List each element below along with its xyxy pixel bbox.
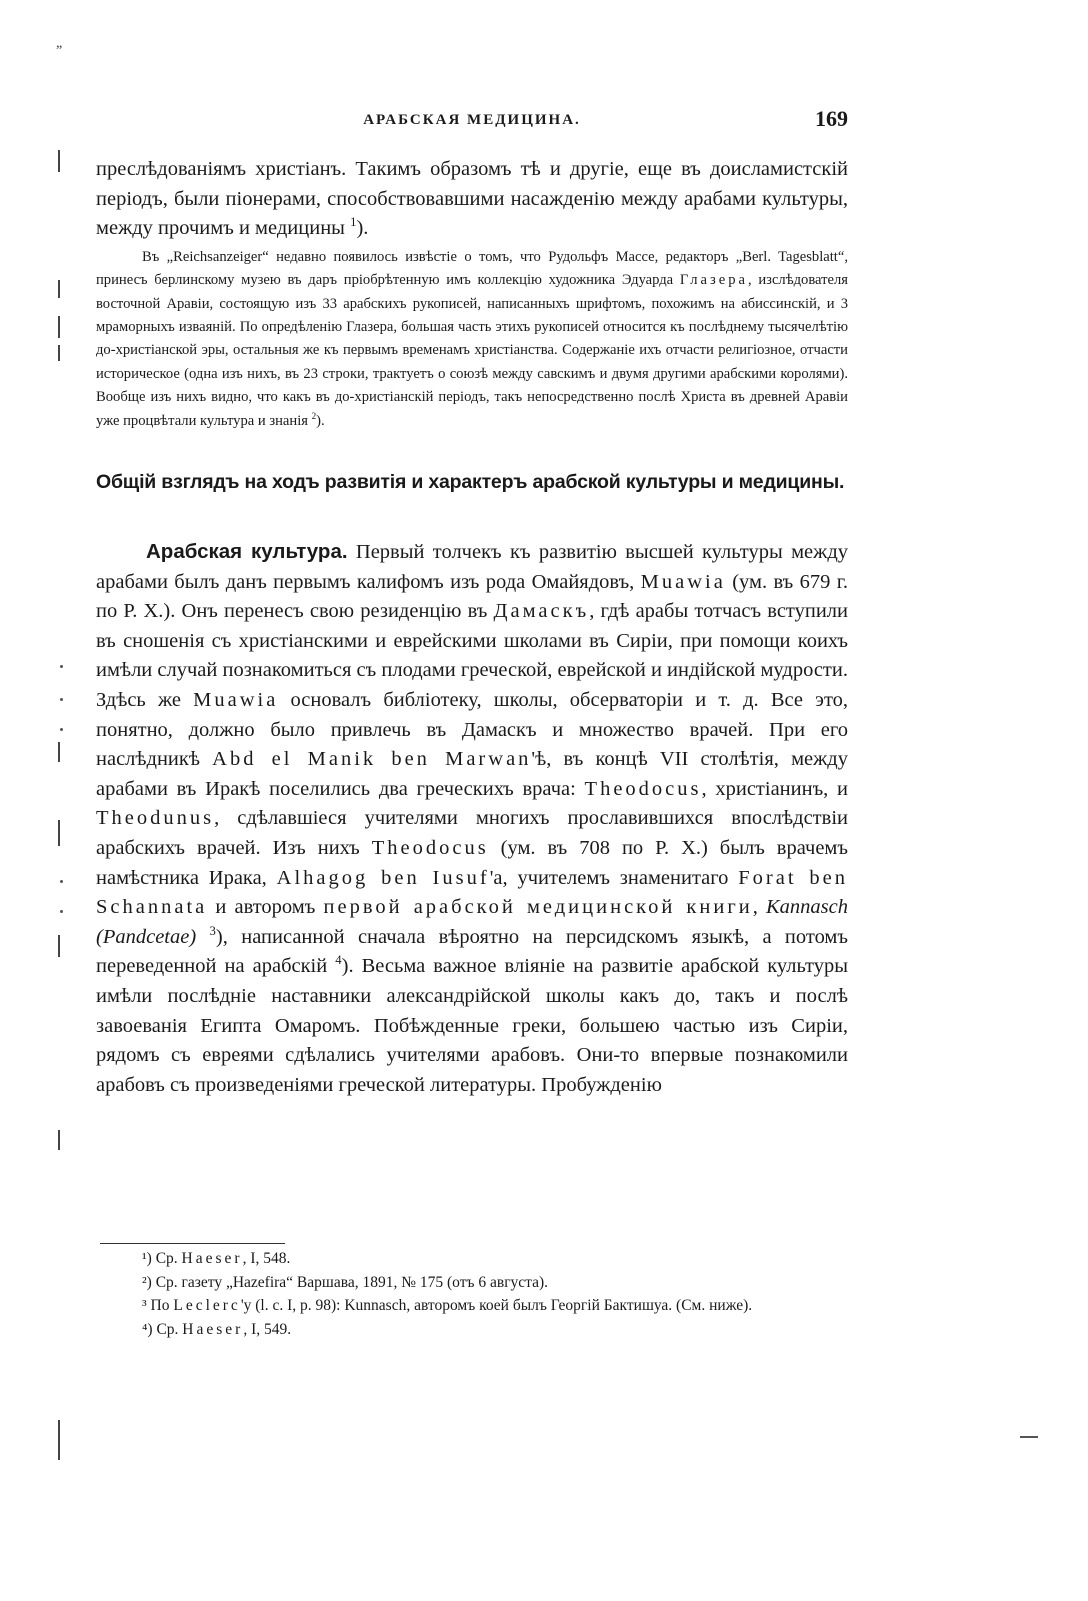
paragraph-text: , христiанинъ, и (701, 777, 849, 800)
section-paragraph (96, 537, 848, 1100)
footnote-text: , I, 549. (243, 1320, 292, 1338)
paragraph-text: , сдѣлавшiеся учителями многихъ прославившихся впослѣдствiи арабскихъ врачей. Изъ нихъ (96, 807, 848, 859)
paragraph-text: Первый толчекъ къ развитiю высшей культуры между арабами былъ данъ первымъ калифомъ изъ рода Омайядовъ, (96, 541, 849, 593)
margin-dot (60, 880, 63, 883)
footnote (96, 1271, 848, 1295)
section-heading: Общiй взглядъ на ходъ развитiя и характеръ арабской культуры и медицины. (96, 471, 845, 494)
top-paragraph (96, 155, 848, 244)
margin-mark: „ (56, 36, 63, 51)
paragraph-text: ). (356, 217, 369, 240)
person-name: Alhagog ben Iusuf (276, 866, 490, 889)
book-title: Kannasch (Pandcetae) (96, 896, 848, 948)
margin-line (58, 742, 60, 762)
person-name: Глазера (679, 272, 748, 289)
note-paragraph (96, 246, 848, 433)
footnote (96, 1247, 848, 1271)
paragraph-text: (ум. въ 679 г. по Р. Х.). Онъ перенесъ свою резиденцiю въ (96, 570, 848, 623)
margin-line (58, 1420, 60, 1460)
footnote-text: Cp. (152, 1320, 183, 1338)
paragraph-text: основалъ библiотеку, школы, обсерваторiи и т. д. Все это, понятно, должно было привлечь въ Дамаскъ и множество врачей. При его наслѣдникѣ (96, 689, 849, 771)
margin-line (58, 280, 60, 298)
paragraph-text: ). (316, 412, 325, 429)
margin-dot (60, 728, 63, 731)
person-name: Theodocus (584, 777, 702, 800)
author-name: Leclerc (173, 1297, 241, 1315)
margin-dot (60, 910, 63, 913)
footnote-text: , I, 548. (242, 1250, 291, 1267)
author-name: Haeser (182, 1320, 244, 1338)
person-name: Muawia (640, 570, 726, 593)
paragraph-text: (ум. въ 708 по Р. Х.) былъ врачемъ намѣстника Ирака, (96, 836, 848, 889)
margin-line (58, 1130, 60, 1150)
page-header (96, 106, 848, 136)
margin-dash (1020, 1436, 1038, 1438)
margin-line (58, 316, 60, 338)
margin-dot (60, 665, 63, 668)
paragraph-text: 'ѣ, въ концѣ VII столѣтiя, между арабами въ Иракѣ поселились два греческихъ врача: (96, 748, 848, 800)
footnote-rule (100, 1243, 285, 1244)
footnote-text: Cp. (151, 1250, 182, 1267)
margin-line (58, 935, 60, 957)
section-lead: Арабская культура. (146, 540, 348, 564)
footnote-marker: 3 (209, 923, 216, 938)
page-number: 169 (815, 106, 848, 131)
person-name: Theodunus (96, 807, 215, 830)
footnote-marker: 2 (311, 410, 317, 421)
book-title-spaced: первой арабской медицинской книги (323, 896, 753, 919)
margin-line (58, 820, 60, 846)
paragraph-text: и авторомъ (207, 896, 324, 919)
person-name: Theodocus (371, 836, 489, 859)
footnote-mark: ⁴) (142, 1320, 153, 1338)
footnote-text: 'у (l. c. I, p. 98): Kunnasch, авторомъ коей былъ Георгiй Бактишуа. (См. ниже). (240, 1297, 753, 1315)
paragraph-text: Въ „Reichsanzeiger“ недавно появилось извѣстiе о томъ, что Рудольфъ Массе, редакторъ „Berl. Tagesblatt“, принесъ берлинскому музею въ даръ прiобрѣтенную имъ коллекцiю художника Эдуарда (96, 248, 848, 289)
footnote-mark: ²) (142, 1273, 152, 1291)
body-text (96, 155, 848, 1100)
place-name: Дамаскъ (493, 600, 590, 623)
paragraph-text: , изслѣдователя восточной Аравiи, состоящую изъ 33 арабскихъ рукописей, написанныхъ шрифтомъ, похожимъ на абиссинскiй, и 3 мраморныхъ изваянiй. По опредѣленiю Глазера, большая часть этихъ рукописей относится къ послѣднему тысячелѣтiю до-христiанской эры, остальныя же къ первымъ временамъ христiанства. Содержанiе ихъ отчасти религiозное, отчасти историческое (одна изъ нихъ, въ 23 строки, трактуетъ о союзѣ между савскимъ и двумя другими арабскими королями). Вообще изъ нихъ видно, что какъ въ до-христiанскiй перiодъ, такъ непосредственно послѣ Христа въ древней Аравiи уже процвѣтали культура и знанiя (96, 272, 848, 429)
footnote (96, 1318, 848, 1342)
margin-line (58, 345, 60, 361)
person-name: Forat ben Schannata (96, 866, 848, 919)
footnotes (96, 1247, 848, 1341)
paragraph-text: , гдѣ арабы тотчасъ вступили въ сношенiя съ христiанскими и еврейскими школами въ Сирiи, при помощи коихъ имѣли случай познакомиться съ плодами греческой, еврейской и индiйской мудрости. Здѣсь же (96, 600, 849, 711)
margin-line (58, 150, 60, 172)
footnote-text: По (146, 1297, 174, 1315)
running-title: АРАБСКАЯ МЕДИЦИНА. (363, 112, 581, 128)
author-name: Haeser (181, 1250, 243, 1267)
paragraph-text: , (752, 896, 766, 919)
paragraph-text: ). Весьма важное влiянiе на развитiе арабской культуры имѣли послѣднiе наставники александрiйской школы какъ до, такъ и послѣ завоеванiя Египта Омаромъ. Побѣжденные греки, большею частью изъ Сирiи, рядомъ съ евреями сдѣлались учителями арабовъ. Они-то впервые познакомили арабовъ съ произведенiями греческой литературы. Пробужденiю (96, 955, 849, 1096)
footnote-text: Ср. газету „Hazefira“ Варшава, 1891, № 175 (отъ 6 августа). (151, 1273, 549, 1291)
person-name: Muawia (193, 689, 279, 711)
margin-dot (60, 698, 63, 701)
footnote-marker: 4 (335, 953, 342, 968)
paragraph-text: ), написанной сначала вѣроятно на персидскомъ языкѣ, а потомъ переведенной на арабскiй (96, 925, 849, 978)
footnote-mark: ¹) (142, 1250, 152, 1267)
paragraph-text: преслѣдованiямъ христiанъ. Такимъ образомъ тѣ и другiе, еще въ доисламистскiй перiодъ, были пiонерами, способствовавшими насажденiю между арабами культуры, между прочимъ и медицины (96, 158, 848, 240)
person-name: Abd el Manik ben Marwan (212, 748, 532, 771)
footnote-marker: 1 (350, 215, 357, 230)
footnote-mark: ³ (142, 1297, 147, 1315)
footnote (96, 1294, 848, 1318)
paragraph-text: 'а, учителемъ знаменитаго (489, 866, 739, 889)
